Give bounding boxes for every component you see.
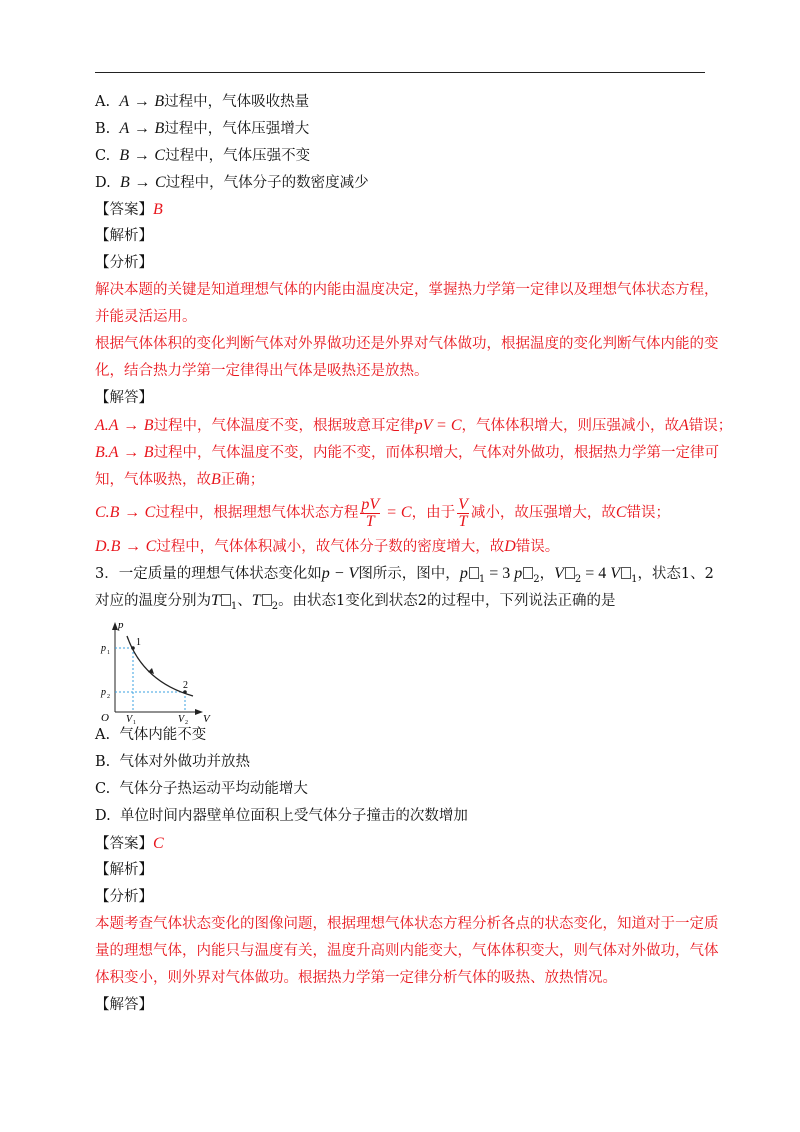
q2-option-b: B. A → B过程中，气体压强增大 bbox=[95, 120, 310, 137]
pv-diagram-svg bbox=[99, 618, 219, 726]
q3-option-b: B. 气体对外做功并放热 bbox=[95, 754, 250, 770]
missing-glyph-box bbox=[262, 594, 272, 606]
q2-option-a: A. A → B过程中，气体吸收热量 bbox=[95, 93, 310, 110]
page-content bbox=[95, 88, 733, 1019]
missing-glyph-box bbox=[565, 567, 575, 579]
q2-jieda-b: B.A → B过程中，气体温度不变，内能不变，而体积增大，气体对外做功，根据热力学第一定律可 bbox=[95, 444, 720, 461]
p1-label: p bbox=[101, 643, 106, 654]
q2-jieda-c: C.B → C过程中，根据理想气体状态方程 $\frac{pV}{T}$ = C，由于 $\frac{V}{T}$ 减小，故压强增大，故C错误； bbox=[95, 495, 671, 530]
q3-option-c: C. 气体分子热运动平均动能增大 bbox=[95, 781, 308, 797]
missing-glyph-box bbox=[469, 567, 479, 579]
q2-fenxi-line-1: 解决本题的关键是知道理想气体的内能由温度决定，掌握热力学第一定律以及理想气体状态方程， bbox=[95, 282, 719, 298]
p2-label: p bbox=[101, 687, 106, 698]
p2-sub: 2 bbox=[107, 694, 110, 700]
q3-stem-line-2: 对应的温度分别为T $_1$、T $_2$。由状态1变化到状态2的过程中，下列说法正确的是 bbox=[95, 592, 616, 612]
q2-option-c: C. B → C过程中，气体压强不变 bbox=[95, 147, 311, 164]
q3-fenxi-label: 【分析】 bbox=[95, 889, 153, 905]
q2-fenxi-line-4: 化，结合热力学第一定律得出气体是吸热还是放热。 bbox=[95, 363, 429, 379]
q2-fenxi-label: 【分析】 bbox=[95, 255, 153, 271]
missing-glyph-box bbox=[621, 567, 631, 579]
missing-glyph-box bbox=[523, 567, 533, 579]
q3-option-a: A. 气体内能不变 bbox=[95, 727, 207, 743]
v1-label: V bbox=[126, 714, 133, 725]
q3-stem-line-1: 3．一定质量的理想气体状态变化如p − V图所示，图中，p $_1$ = 3 p $_2$，V $_2$ = 4 V $_1$，状态1、2 bbox=[95, 565, 714, 585]
q2-jieda-a: A.A → B过程中，气体温度不变，根据玻意耳定律pV = C，气体体积增大，则压强减小，故A错误； bbox=[95, 417, 733, 434]
v-axis-arrow bbox=[195, 709, 203, 715]
v-over-t-fraction: $\frac{V}{T}$ bbox=[458, 495, 468, 530]
pv-diagram bbox=[95, 614, 707, 726]
p-axis-label: p bbox=[118, 619, 124, 631]
q3-fenxi-line-2: 量的理想气体，内能只与温度有关，温度升高则内能变大，气体体积变大，则气体对外做功，气体 bbox=[95, 943, 719, 959]
q2-fenxi-line-3: 根据气体体积的变化判断气体对外界做功还是外界对气体做功，根据温度的变化判断气体内能的变 bbox=[95, 336, 719, 352]
state-2-label: 2 bbox=[183, 680, 188, 691]
header-rule bbox=[95, 72, 705, 73]
q2-jieda-b-cont: 知，气体吸热，故B正确； bbox=[95, 471, 265, 488]
q3-jieda-label: 【解答】 bbox=[95, 997, 153, 1013]
q2-jieda-label: 【解答】 bbox=[95, 390, 153, 406]
v1-sub: 1 bbox=[133, 720, 136, 726]
missing-glyph-box bbox=[221, 594, 231, 606]
state-1-point bbox=[131, 646, 135, 650]
q2-fenxi-line-2: 并能灵活运用。 bbox=[95, 309, 197, 325]
q3-fenxi-line-3: 体积变小，则外界对气体做功。根据热力学第一定律分析气体的吸热、放热情况。 bbox=[95, 970, 617, 986]
q2-jieda-d: D.B → C过程中，气体体积减小，故气体分子数的密度增大，故D错误。 bbox=[95, 538, 560, 555]
v-axis-label: V bbox=[203, 713, 210, 725]
q3-answer: 【答案】C bbox=[95, 835, 164, 852]
state-1-label: 1 bbox=[136, 637, 141, 648]
q3-jiexi-label: 【解析】 bbox=[95, 862, 153, 878]
q3-fenxi-line-1: 本题考查气体状态变化的图像问题，根据理想气体状态方程分析各点的状态变化，知道对于一定质 bbox=[95, 916, 719, 932]
v2-sub: 2 bbox=[185, 720, 188, 726]
q2-answer: 【答案】B bbox=[95, 201, 163, 218]
q2-option-d: D. B → C过程中，气体分子的数密度减少 bbox=[95, 174, 369, 191]
q3-option-d: D. 单位时间内器壁单位面积上受气体分子撞击的次数增加 bbox=[95, 808, 468, 824]
p1-sub: 1 bbox=[107, 650, 110, 656]
q2-jiexi-label: 【解析】 bbox=[95, 228, 153, 244]
origin-label: O bbox=[101, 712, 109, 724]
v2-label: V bbox=[178, 714, 185, 725]
pv-over-t-fraction: $\frac{pV}{T}$ bbox=[361, 495, 380, 530]
